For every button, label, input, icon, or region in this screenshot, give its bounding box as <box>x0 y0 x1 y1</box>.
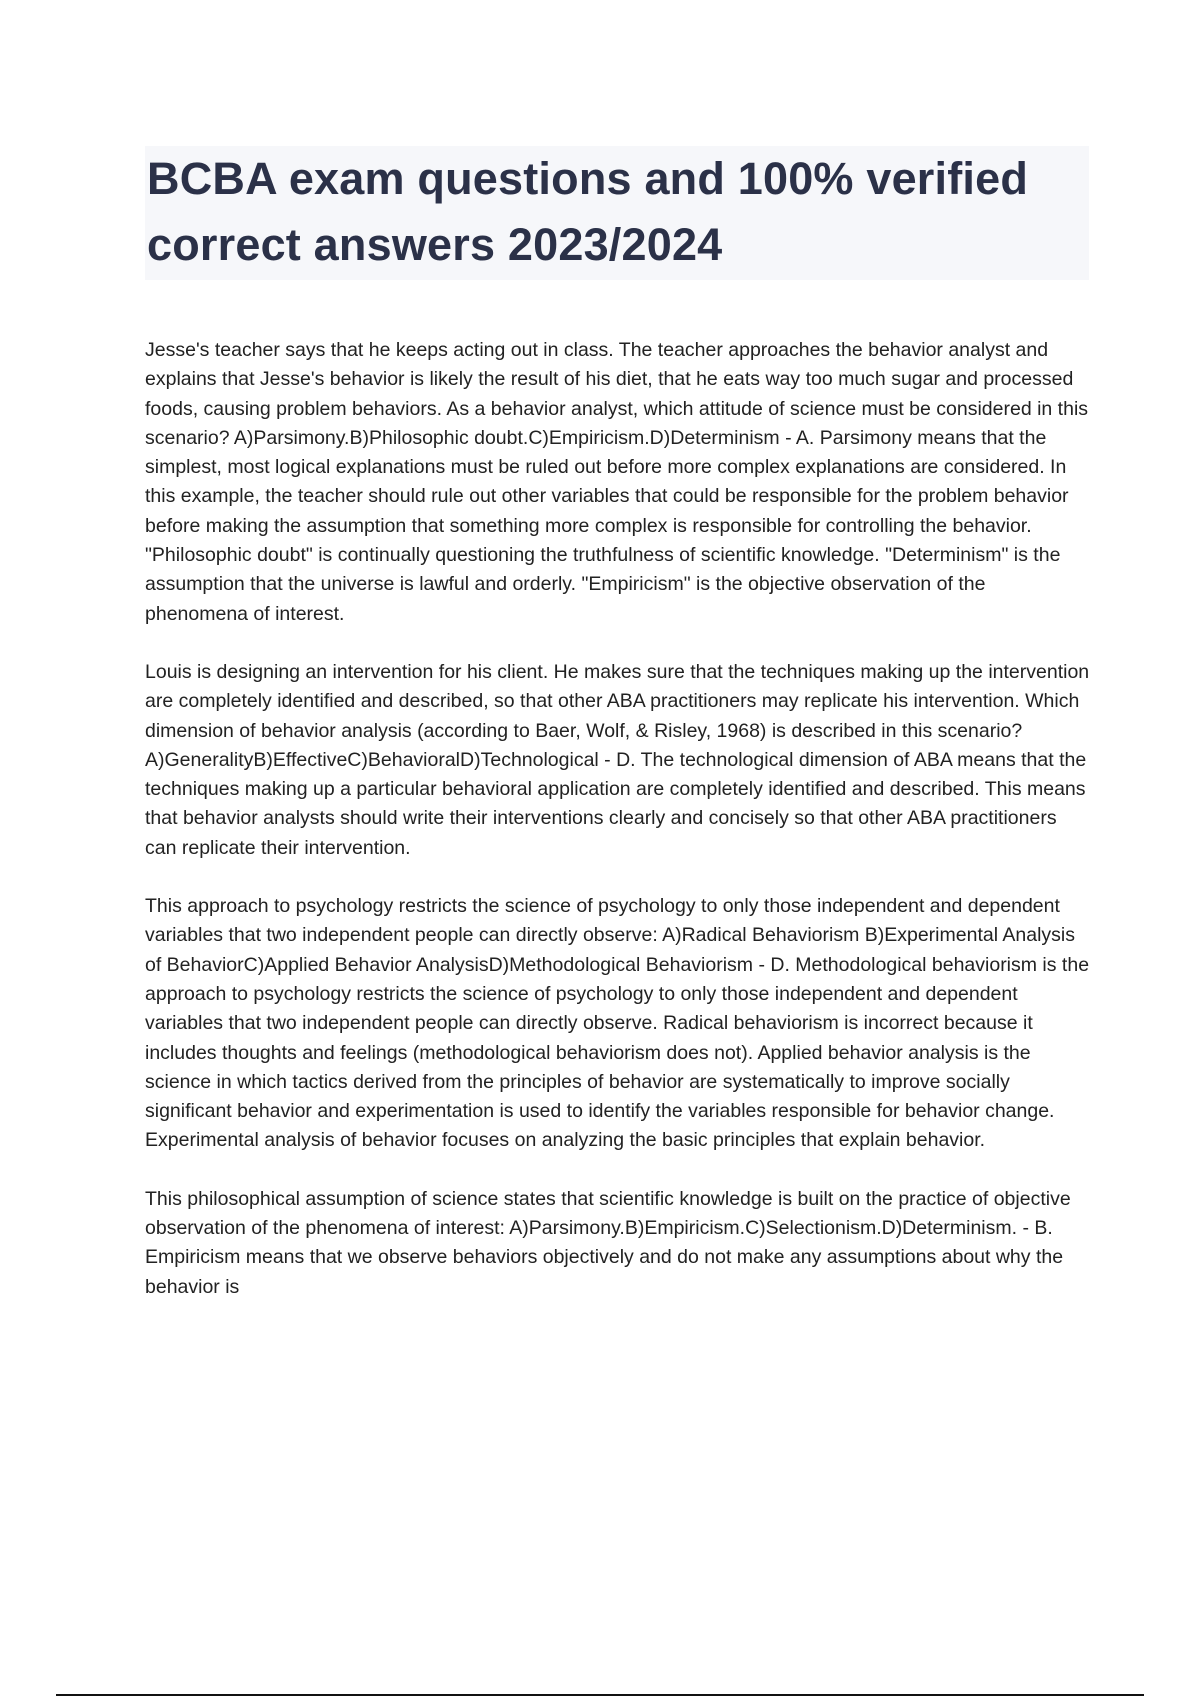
qa-entry-1: Jesse's teacher says that he keeps acting out in class. The teacher approaches the behavior analyst and explains that Jesse's behavior is likely the result of his diet, that he eats way too much sugar and processed foods, causing problem behaviors. As a behavior analyst, which attitude of science must be considered in this scenario? A)Parsimony.B)Philosophic doubt.C)Empiricism.D)Determinism - A. Parsimony means that the simplest, most logical explanations must be ruled out before more complex explanations are considered. In this example, the teacher should rule out other variables that could be responsible for the problem behavior before making the assumption that something more complex is responsible for controlling the behavior. "Philosophic doubt" is continually questioning the truthfulness of scientific knowledge. "Determinism" is the assumption that the universe is lawful and orderly. "Empiricism" is the objective observation of the phenomena of interest. <box>145 339 1089 625</box>
qa-entry-3: This approach to psychology restricts the science of psychology to only those independent and dependent variables that two independent people can directly observe: A)Radical Behaviorism B)Experimental Analysis of BehaviorC)Applied Behavior AnalysisD)Methodological Behaviorism - D. Methodological behaviorism is the approach to psychology restricts the science of psychology to only those independent and dependent variables that two independent people can directly observe. Radical behaviorism is incorrect because it includes thoughts and feelings (methodological behaviorism does not). Applied behavior analysis is the science in which tactics derived from the principles of behavior are systematically to improve socially significant behavior and experimentation is used to identify the variables responsible for behavior change. Experimental analysis of behavior focuses on analyzing the basic principles that explain behavior. <box>145 895 1090 1152</box>
qa-entry-2: Louis is designing an intervention for his client. He makes sure that the techniques making up the intervention are completely identified and described, so that other ABA practitioners may replicate his intervention. Which dimension of behavior analysis (according to Baer, Wolf, & Risley, 1968) is described in this scenario? A)GeneralityB)EffectiveC)BehavioralD)Technological - D. The technological dimension of ABA means that the techniques making up a particular behavioral application are completely identified and described. This means that behavior analysts should write their interventions clearly and concisely so that other ABA practitioners can replicate their intervention. <box>145 660 1090 859</box>
title-banner <box>145 146 1089 280</box>
document-title: BCBA exam questions and 100% verified correct answers 2023/2024 <box>147 153 1029 270</box>
qa-list <box>145 336 1090 1331</box>
page-bottom-divider <box>56 1694 1144 1696</box>
qa-entry-4: This philosophical assumption of science states that scientific knowledge is built on the practice of objective observation of the phenomena of interest: A)Parsimony.B)Empiricism.C)Selectionism.D)Determinism. - B. Empiricism means that we observe behaviors objectively and do not make any assumptions about why the behavior is <box>145 1187 1071 1298</box>
